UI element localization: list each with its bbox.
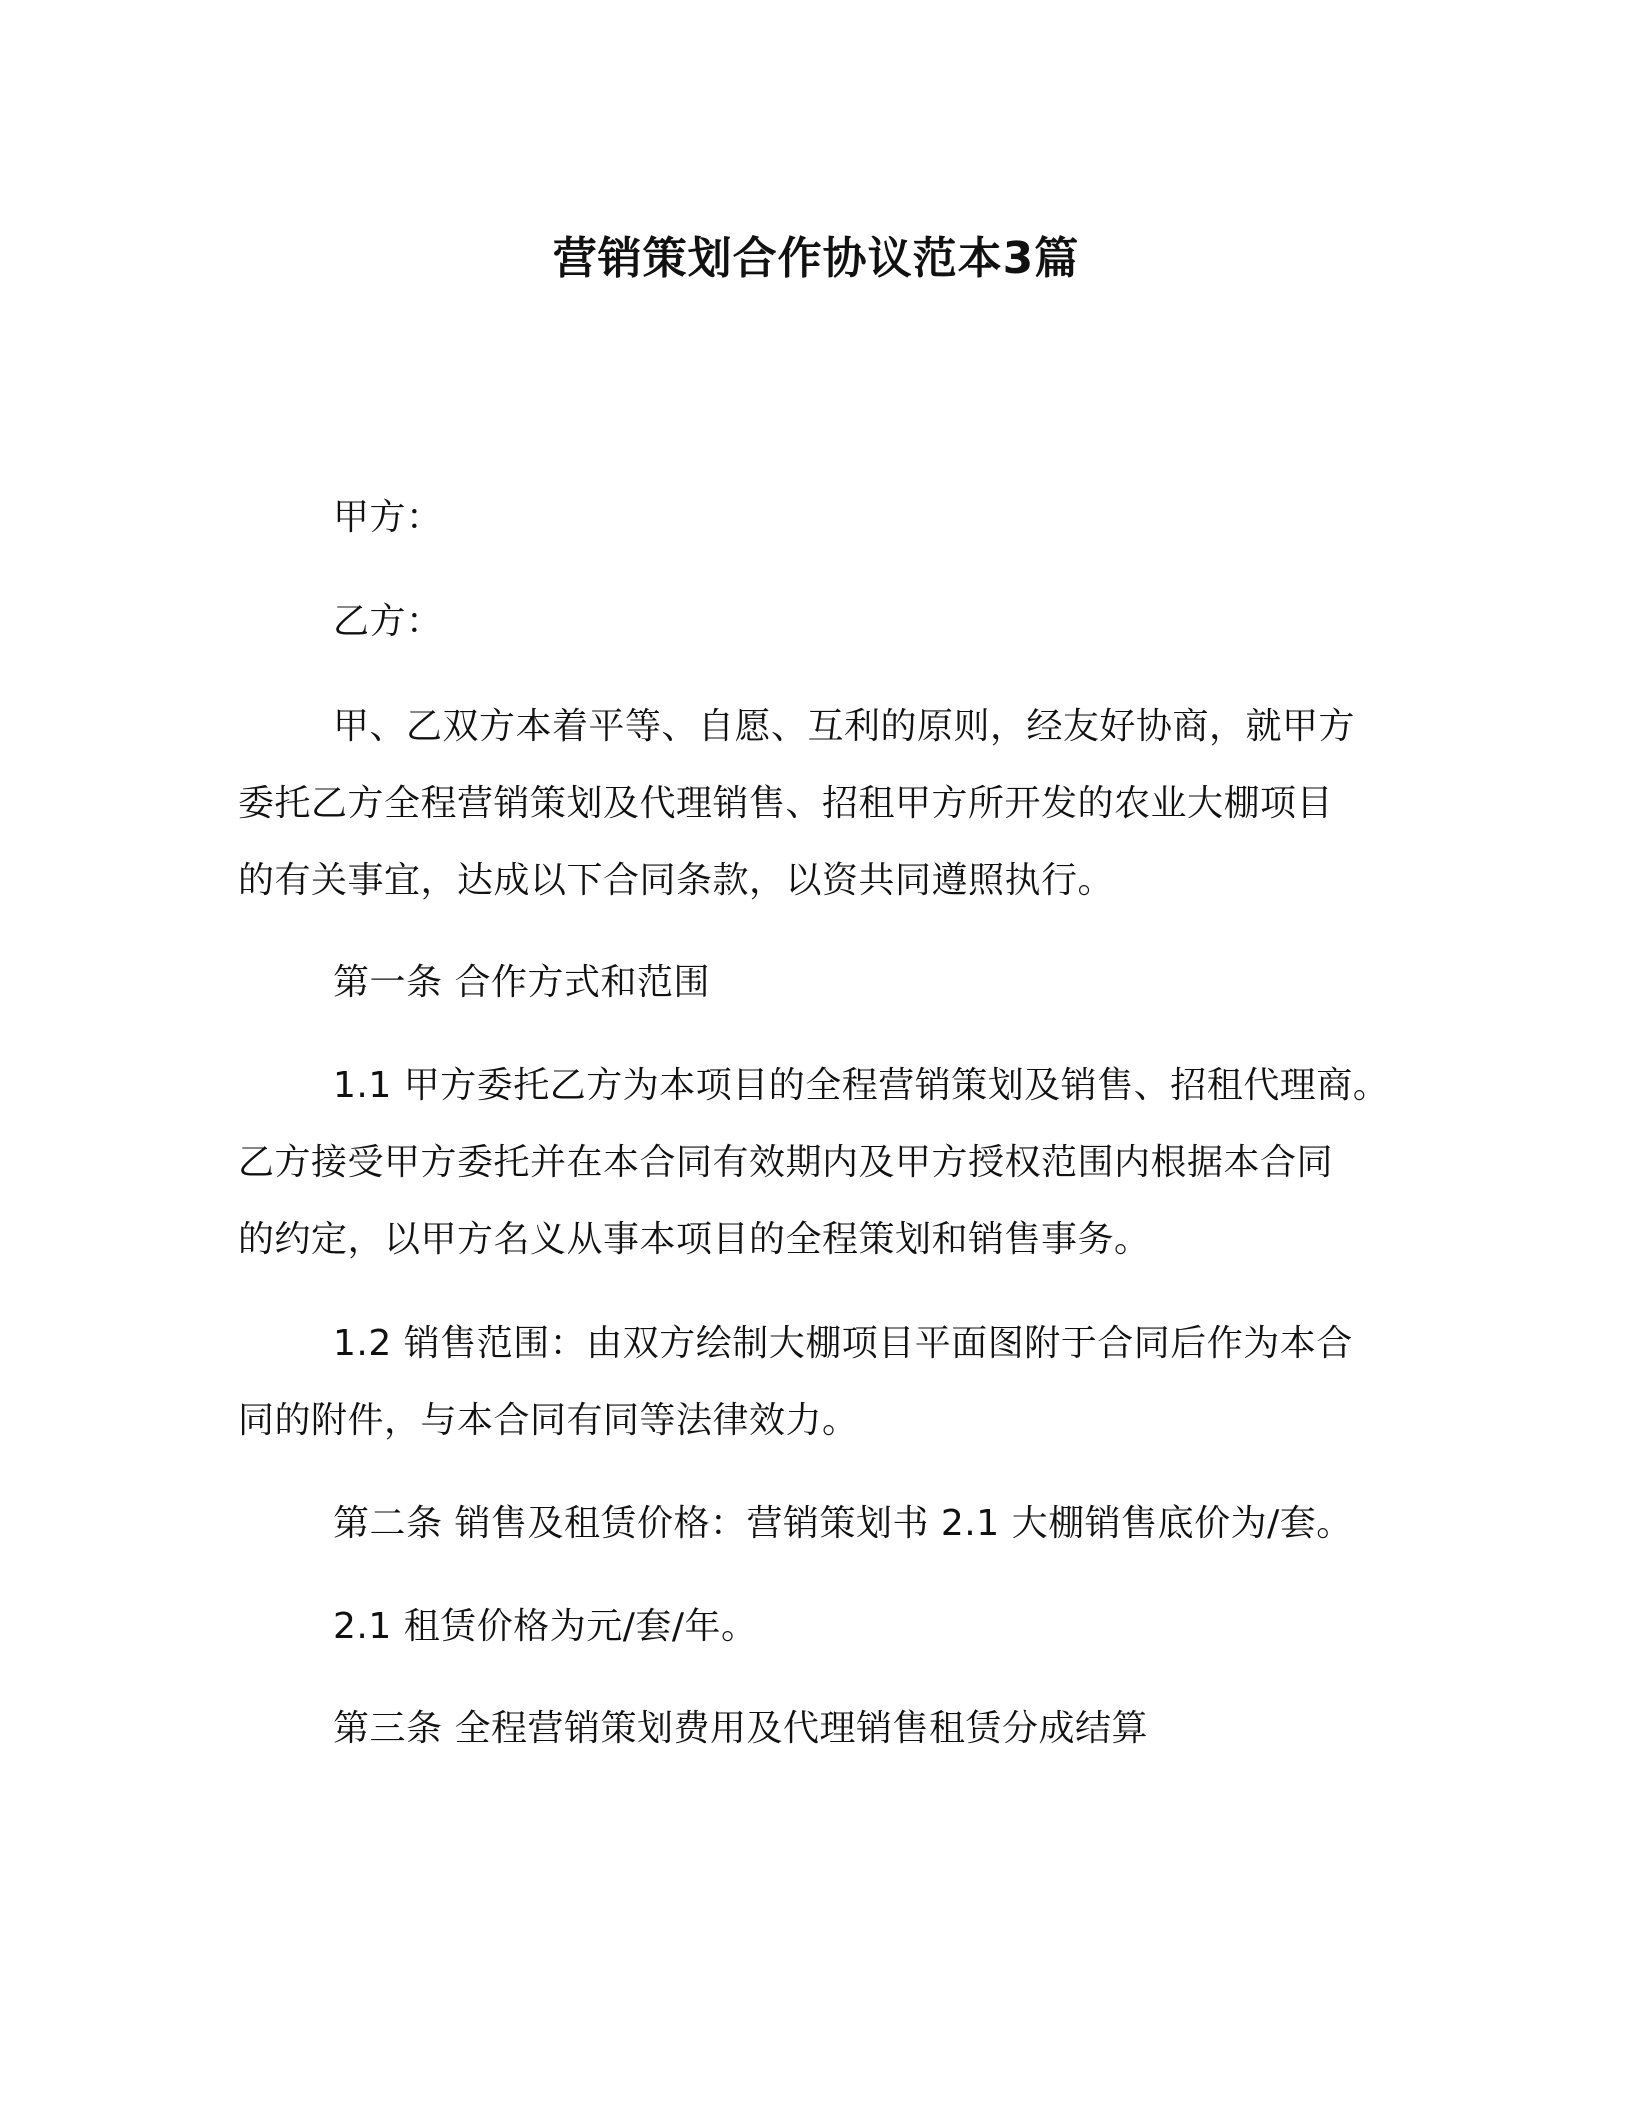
article-1-heading: 第一条 合作方式和范围 — [333, 962, 710, 1003]
party-a-label: 甲方： — [333, 497, 443, 538]
clause-1-1-line: 1.1 甲方委托乙方为本项目的全程营销策划及销售、招租代理商。 — [333, 1065, 1390, 1106]
clause-1-2-line: 同的附件，与本合同有同等法律效力。 — [238, 1400, 859, 1441]
intro-paragraph-line: 的有关事宜，达成以下合同条款，以资共同遵照执行。 — [238, 860, 1115, 901]
article-3-heading: 第三条 全程营销策划费用及代理销售租赁分成结算 — [333, 1708, 1148, 1749]
intro-paragraph-line: 甲、乙双方本着平等、自愿、互利的原则，经友好协商，就甲方 — [333, 706, 1356, 747]
clause-1-2-line: 1.2 销售范围：由双方绘制大棚项目平面图附于合同后作为本合 — [333, 1323, 1353, 1364]
article-2-heading: 第二条 销售及租赁价格：营销策划书 2.1 大棚销售底价为/套。 — [333, 1503, 1353, 1544]
intro-paragraph-line: 委托乙方全程营销策划及代理销售、招租甲方所开发的农业大棚项目 — [238, 783, 1334, 824]
clause-1-1-line: 乙方接受甲方委托并在本合同有效期内及甲方授权范围内根据本合同 — [238, 1142, 1334, 1183]
document-title: 营销策划合作协议范本3篇 — [552, 233, 1080, 284]
party-b-label: 乙方： — [333, 601, 443, 642]
clause-2-1: 2.1 租赁价格为元/套/年。 — [333, 1606, 758, 1647]
clause-1-1-line: 的约定，以甲方名义从事本项目的全程策划和销售事务。 — [238, 1219, 1151, 1260]
